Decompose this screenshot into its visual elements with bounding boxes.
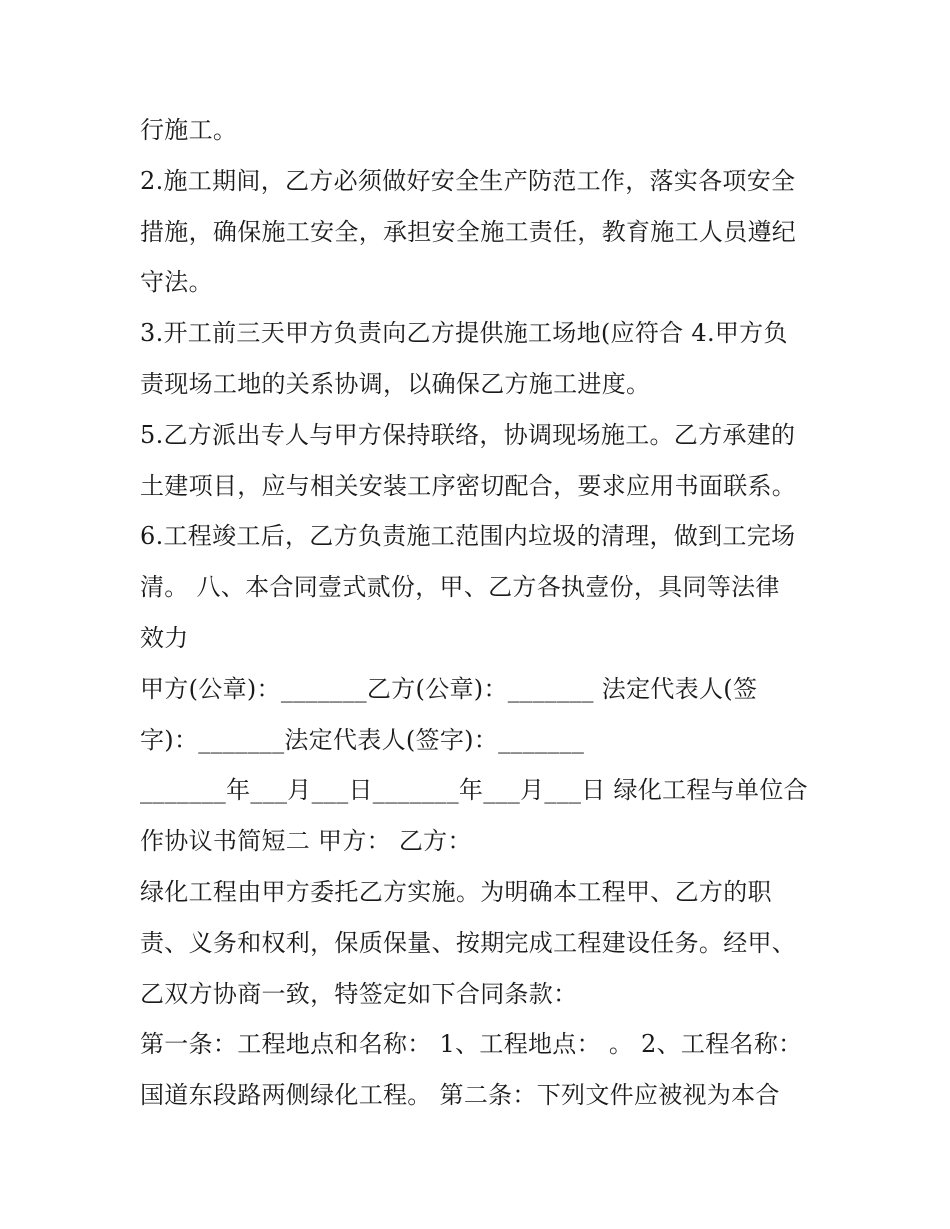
text-line-11: 效力 xyxy=(140,623,189,652)
text-line-2: 2.施工期间，乙方必须做好安全生产防范工作，落实各项安全 xyxy=(140,166,796,195)
text-line-19: 第一条：工程地点和名称： 1、工程地点： 。 2、工程名称： xyxy=(140,1030,803,1059)
text-line-6: 责现场工地的关系协调，以确保乙方施工进度。 xyxy=(140,369,651,398)
text-line-20: 国道东段路两侧绿化工程。 第二条：下列文件应被视为本合 xyxy=(140,1081,780,1110)
text-line-4: 守法。 xyxy=(140,268,213,297)
document-body xyxy=(140,105,820,1121)
signature-line-1: 甲方(公章)：_______乙方(公章)：_______ 法定代表人(签 xyxy=(140,674,758,703)
signature-line-2: 字)：_______法定代表人(签字)：_______ xyxy=(140,725,585,754)
text-line-18: 乙双方协商一致，特签定如下合同条款： xyxy=(140,979,578,1008)
text-line-17: 责、义务和权利，保质保量、按期完成工程建设任务。经甲、 xyxy=(140,928,797,957)
text-line-9: 6.工程竣工后，乙方负责施工范围内垃圾的清理，做到工完场 xyxy=(140,522,796,551)
text-line-1: 行施工。 xyxy=(140,116,238,144)
text-line-16: 绿化工程由甲方委托乙方实施。为明确本工程甲、乙方的职 xyxy=(140,877,772,906)
text-line-8: 土建项目，应与相关安装工序密切配合，要求应用书面联系。 xyxy=(140,471,797,500)
text-line-3: 措施，确保施工安全，承担安全施工责任，教育施工人员遵纪 xyxy=(140,217,797,246)
text-line-15: 作协议书简短二 甲方： 乙方： xyxy=(140,827,472,856)
text-line-7: 5.乙方派出专人与甲方保持联络，协调现场施工。乙方承建的 xyxy=(140,420,796,449)
text-line-10: 清。 八、本合同壹式贰份，甲、乙方各执壹份，具同等法律 xyxy=(140,573,780,602)
text-line-5: 3.开工前三天甲方负责向乙方提供施工场地(应符合 4.甲方负 xyxy=(140,319,788,348)
date-line: _______年___月___日_______年___月___日 绿化工程与单位合 xyxy=(140,776,808,805)
